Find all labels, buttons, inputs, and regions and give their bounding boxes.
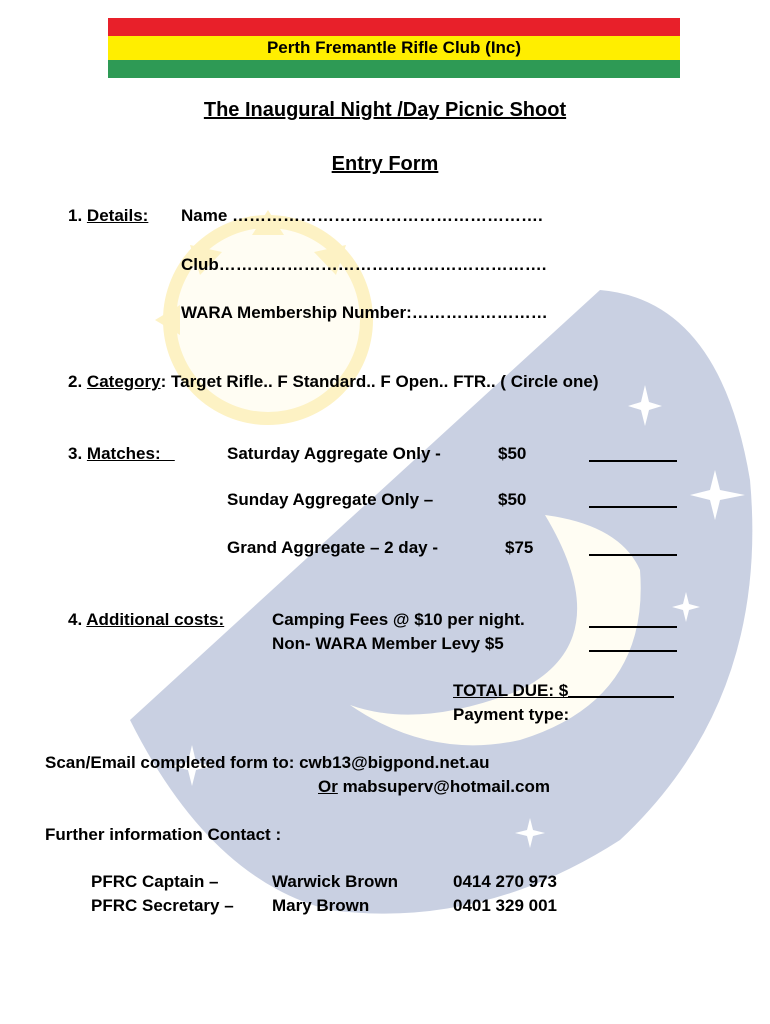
cost-item-name: Camping Fees @ $10 per night.	[272, 610, 525, 629]
or-label: Or	[318, 777, 338, 796]
match-item-name: Sunday Aggregate Only –	[227, 490, 434, 509]
match-item-blank[interactable]	[589, 538, 677, 561]
details-number: 1.	[68, 206, 83, 225]
match-item-price: $50	[498, 490, 527, 509]
matches-label: Matches:	[86, 444, 175, 463]
match-item-blank[interactable]	[589, 444, 677, 467]
contact-name: Warwick Brown	[272, 872, 398, 891]
page-title: The Inaugural Night /Day Picnic Shoot	[203, 99, 567, 121]
total-due-field[interactable]	[453, 681, 674, 701]
name-dots: ……………………………………………….	[232, 206, 543, 225]
alt-email: mabsuperv@hotmail.com	[337, 777, 550, 796]
contact-role: PFRC Captain –	[91, 872, 219, 891]
email-instructions: Scan/Email completed form to: cwb13@bigpond.net.au	[45, 753, 490, 772]
match-item-price: $50	[498, 444, 527, 463]
additional-section	[68, 610, 224, 630]
category-options: : Target Rifle.. F Standard.. F Open.. FTR.. ( Circle one)	[160, 372, 599, 391]
club-dots: ………………………………………………….	[218, 255, 547, 274]
contact-phone: 0401 329 001	[453, 896, 557, 915]
category-number: 2.	[68, 372, 83, 391]
club-banner	[108, 18, 680, 78]
form-title: Entry Form	[331, 153, 439, 175]
additional-label: Additional costs:	[86, 610, 225, 629]
wara-number-field[interactable]	[181, 303, 548, 323]
contact-name: Mary Brown	[272, 896, 370, 915]
cost-item-blank[interactable]	[589, 610, 677, 633]
match-item-name: Saturday Aggregate Only -	[227, 444, 441, 463]
match-item-price: $75	[505, 538, 534, 557]
match-item-name: Grand Aggregate – 2 day -	[227, 538, 438, 557]
matches-section	[68, 444, 175, 464]
alt-email-line	[318, 777, 550, 797]
category-section[interactable]	[68, 372, 599, 392]
banner-red-stripe	[108, 18, 680, 36]
contact-heading: Further information Contact :	[45, 825, 282, 844]
name-field[interactable]	[181, 206, 543, 226]
additional-number: 4.	[68, 610, 83, 629]
banner-green-stripe	[108, 60, 680, 78]
cost-item-name: Non- WARA Member Levy $5	[272, 634, 504, 653]
category-label: Category	[86, 372, 161, 391]
total-due-label: TOTAL DUE: $	[453, 681, 569, 700]
cost-item-blank[interactable]	[589, 634, 677, 657]
name-label: Name	[181, 206, 228, 225]
matches-number: 3.	[68, 444, 83, 463]
wara-label: WARA Membership Number:	[181, 303, 412, 322]
contact-role: PFRC Secretary –	[91, 896, 234, 915]
match-item-blank[interactable]	[589, 490, 677, 513]
payment-type-label: Payment type:	[453, 705, 570, 724]
club-label: Club	[181, 255, 219, 274]
club-field[interactable]	[181, 255, 547, 275]
wara-dots: ……………………	[411, 303, 548, 322]
details-label: Details:	[86, 206, 149, 225]
contact-phone: 0414 270 973	[453, 872, 557, 891]
club-name: Perth Fremantle Rifle Club (Inc)	[266, 38, 522, 57]
details-section	[68, 206, 148, 226]
